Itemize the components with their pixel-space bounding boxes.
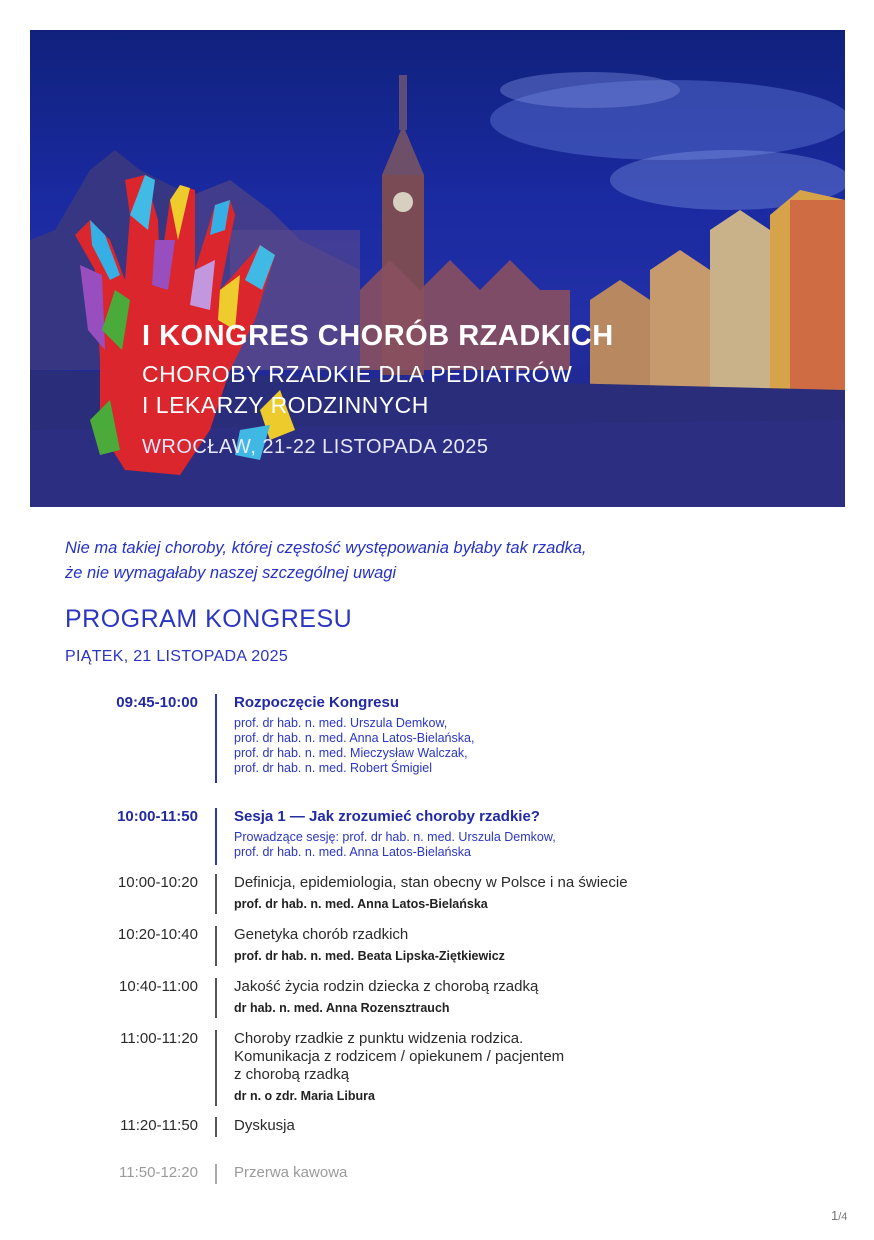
- schedule-speakers: [234, 716, 834, 776]
- lecture-speaker: dr n. o zdr. Maria Libura: [234, 1089, 375, 1103]
- speaker-line: prof. dr hab. n. med. Urszula Demkow,: [234, 716, 448, 730]
- lecture-title-line: Choroby rzadkie z punktu widzenia rodzica.: [234, 1030, 524, 1047]
- congress-subtitle-line2: I LEKARZY RODZINNYCH: [142, 392, 429, 418]
- lecture-speaker: prof. dr hab. n. med. Beata Lipska-Ziętkiewicz: [234, 949, 505, 963]
- congress-title: I KONGRES CHORÓB RZADKICH: [142, 320, 614, 352]
- schedule-time: 10:00-10:20: [117, 874, 198, 891]
- program-title: PROGRAM KONGRESU: [65, 605, 353, 633]
- chair-line: Prowadzące sesję: prof. dr hab. n. med. Urszula Demkow,: [234, 830, 556, 844]
- time-divider: [215, 978, 217, 1018]
- lecture-title: Genetyka chorób rzadkich: [234, 926, 409, 943]
- congress-subtitle-line1: CHOROBY RZADKIE DLA PEDIATRÓW: [142, 361, 573, 387]
- time-divider: [215, 926, 217, 966]
- page-current: 1: [831, 1208, 839, 1223]
- schedule-time: 09:45-10:00: [116, 694, 198, 711]
- quote-line-1: Nie ma takiej choroby, której częstość występowania byłaby tak rzadka,: [65, 539, 587, 557]
- time-divider: [215, 808, 217, 865]
- quote-line-2: że nie wymagałaby naszej szczególnej uwagi: [65, 564, 397, 582]
- schedule-time: 11:20-11:50: [120, 1117, 198, 1134]
- lecture-title-line: z chorobą rzadką: [234, 1066, 350, 1083]
- speaker-line: prof. dr hab. n. med. Robert Śmigiel: [234, 761, 433, 775]
- schedule-time: 11:50-12:20: [119, 1164, 198, 1181]
- page-number: [831, 1208, 847, 1223]
- schedule-title: Rozpoczęcie Kongresu: [234, 694, 400, 711]
- chair-line: prof. dr hab. n. med. Anna Latos-Bielańska: [234, 845, 471, 859]
- session-chairs: [234, 830, 834, 860]
- day-title: PIĄTEK, 21 LISTOPADA 2025: [65, 648, 289, 665]
- speaker-line: prof. dr hab. n. med. Mieczysław Walczak,: [234, 746, 468, 760]
- lecture-title: Definicja, epidemiologia, stan obecny w Polsce i na świecie: [234, 874, 628, 891]
- schedule-time: 11:00-11:20: [120, 1030, 198, 1047]
- speaker-line: prof. dr hab. n. med. Anna Latos-Bielańska,: [234, 731, 475, 745]
- lecture-title: Jakość życia rodzin dziecka z chorobą rzadką: [234, 978, 539, 995]
- time-divider: [215, 1164, 217, 1184]
- session-title: Sesja 1 — Jak zrozumieć choroby rzadkie?: [234, 808, 540, 825]
- schedule-time: 10:00-11:50: [117, 808, 198, 825]
- lecture-speaker: prof. dr hab. n. med. Anna Latos-Bielańska: [234, 897, 488, 911]
- break-title: Przerwa kawowa: [234, 1164, 348, 1181]
- hero-banner: [30, 30, 845, 507]
- page-total: /4: [838, 1211, 848, 1223]
- lecture-speaker: dr hab. n. med. Anna Rozensztrauch: [234, 1001, 450, 1015]
- time-divider: [215, 694, 217, 783]
- motto-quote: [65, 536, 587, 586]
- time-divider: [215, 874, 217, 914]
- time-divider: [215, 1117, 217, 1137]
- lecture-title-line: Komunikacja z rodzicem / opiekunem / pacjentem: [234, 1048, 565, 1065]
- schedule-time: 10:40-11:00: [119, 978, 198, 995]
- schedule-time: 10:20-10:40: [117, 926, 198, 943]
- discussion-title: Dyskusja: [234, 1117, 295, 1134]
- time-divider: [215, 1030, 217, 1106]
- congress-place-date: WROCŁAW, 21-22 LISTOPADA 2025: [142, 436, 489, 458]
